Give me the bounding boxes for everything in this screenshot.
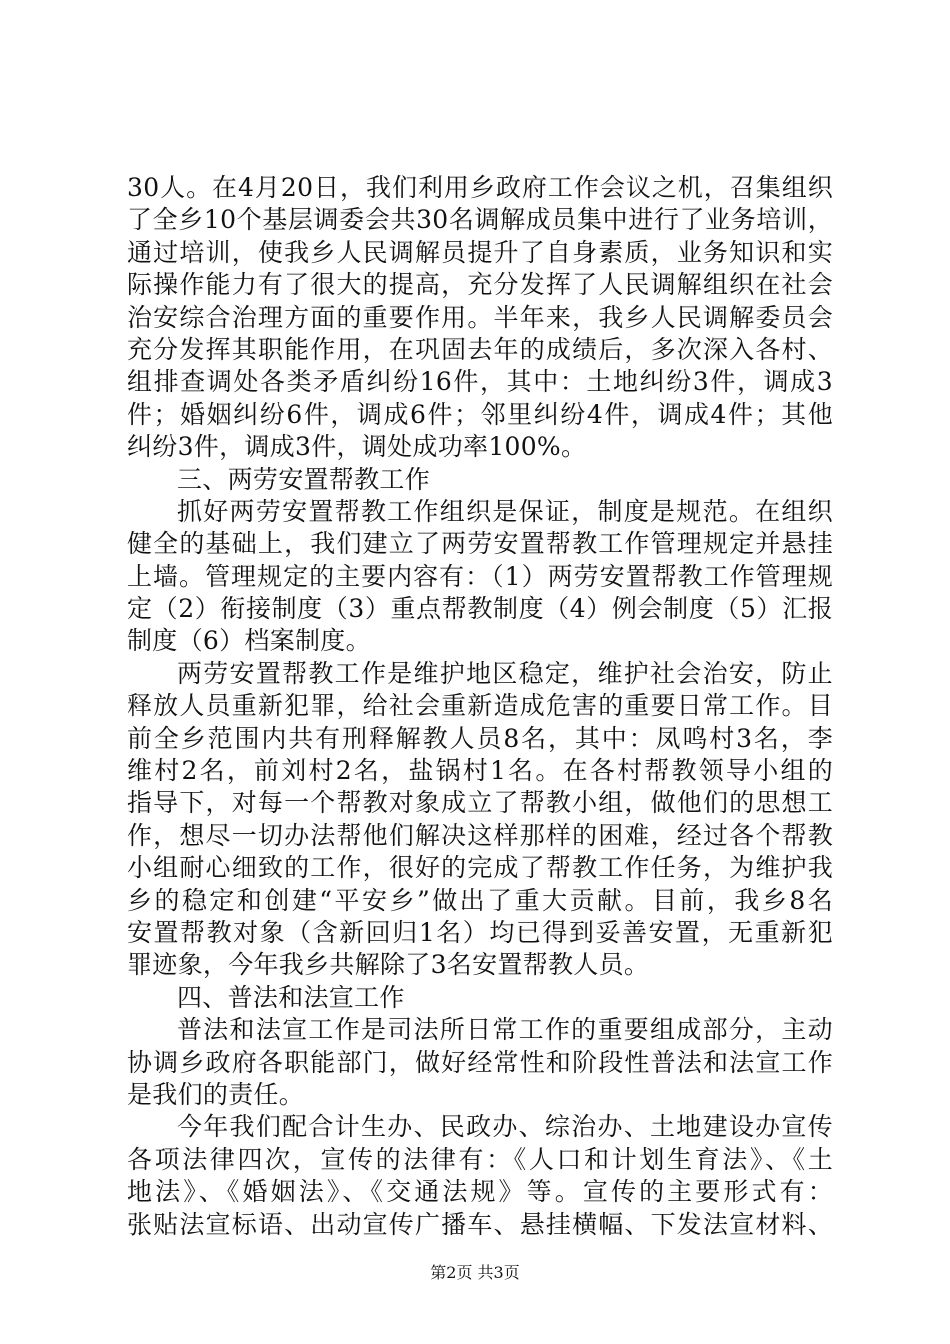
- text-line: 前全乡范围内共有刑释解教人员8名，其中：凤鸣村3名，李: [127, 723, 833, 753]
- text-line: 协调乡政府各职能部门，做好经常性和阶段性普法和法宣工作: [127, 1047, 833, 1077]
- text-line: 两劳安置帮教工作是维护地区稳定，维护社会治安，防止: [177, 658, 833, 688]
- text-line: 充分发挥其职能作用，在巩固去年的成绩后，多次深入各村、: [127, 334, 833, 364]
- page-footer: 第2页 共3页: [430, 1263, 520, 1282]
- text-line: 是我们的责任。: [127, 1079, 305, 1109]
- text-line: 小组耐心细致的工作，很好的完成了帮教工作任务，为维护我: [127, 853, 833, 883]
- section-heading: 四、普法和法宣工作: [177, 982, 405, 1012]
- text-line: 30人。在4月20日，我们利用乡政府工作会议之机，召集组织: [127, 173, 833, 202]
- text-line: 定（2）衔接制度（3）重点帮教制度（4）例会制度（5）汇报: [127, 594, 833, 624]
- text-line: 各项法律四次，宣传的法律有：《人口和计划生育法》、《土: [127, 1144, 833, 1174]
- text-line: 安置帮教对象（含新回归1名）均已得到妥善安置，无重新犯: [127, 917, 833, 947]
- text-line: 制度（6）档案制度。: [127, 626, 371, 656]
- text-line: 通过培训，使我乡人民调解员提升了自身素质，业务知识和实: [127, 237, 833, 267]
- text-line: 释放人员重新犯罪，给社会重新造成危害的重要日常工作。目: [127, 691, 833, 721]
- section-heading: 三、两劳安置帮教工作: [177, 464, 431, 494]
- text-line: 抓好两劳安置帮教工作组织是保证，制度是规范。在组织: [177, 496, 833, 526]
- text-line: 乡的稳定和创建“平安乡”做出了重大贡献。目前，我乡8名: [127, 885, 833, 915]
- text-line: 张贴法宣标语、出动宣传广播车、悬挂横幅、下发法宣材料、: [127, 1209, 833, 1239]
- text-line: 地法》、《婚姻法》、《交通法规》等。宣传的主要形式有：: [127, 1177, 833, 1207]
- text-line: 了全乡10个基层调委会共30名调解成员集中进行了业务培训，: [127, 205, 833, 235]
- text-line: 维村2名，前刘村2名，盐锅村1名。在各村帮教领导小组的: [127, 756, 833, 786]
- text-line: 组排查调处各类矛盾纠纷16件，其中：土地纠纷3件，调成3: [127, 367, 833, 397]
- document-body: [127, 172, 833, 1241]
- text-line: 上墙。管理规定的主要内容有：（1）两劳安置帮教工作管理规: [127, 561, 833, 591]
- text-line: 纠纷3件，调成3件，调处成功率100%。: [127, 432, 587, 462]
- text-line: 际操作能力有了很大的提高，充分发挥了人民调解组织在社会: [127, 270, 833, 300]
- text-line: 件；婚姻纠纷6件，调成6件；邻里纠纷4件，调成4件；其他: [127, 399, 833, 429]
- text-line: 今年我们配合计生办、民政办、综治办、土地建设办宣传: [177, 1112, 833, 1142]
- text-line: 普法和法宣工作是司法所日常工作的重要组成部分，主动: [177, 1015, 833, 1045]
- text-line: 指导下，对每一个帮教对象成立了帮教小组，做他们的思想工: [127, 788, 833, 818]
- text-line: 健全的基础上，我们建立了两劳安置帮教工作管理规定并悬挂: [127, 529, 833, 559]
- text-line: 罪迹象，今年我乡共解除了3名安置帮教人员。: [127, 950, 650, 980]
- text-line: 治安综合治理方面的重要作用。半年来，我乡人民调解委员会: [127, 302, 833, 332]
- text-line: 作，想尽一切办法帮他们解决这样那样的困难，经过各个帮教: [127, 820, 833, 850]
